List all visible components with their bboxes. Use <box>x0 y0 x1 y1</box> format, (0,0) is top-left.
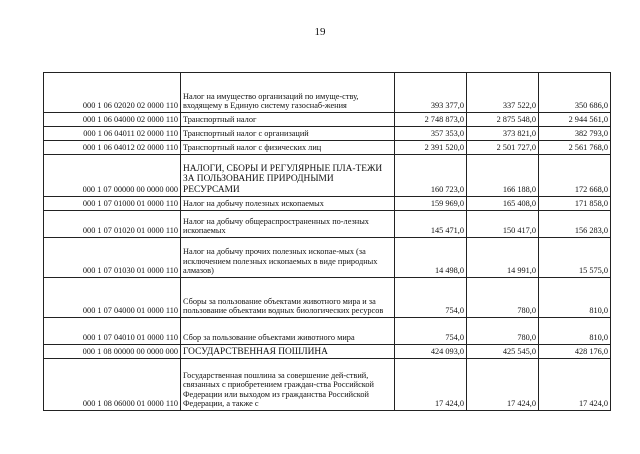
amount-year1-cell: 357 353,0 <box>395 127 467 141</box>
item-name-cell: Налог на добычу полезных ископаемых <box>181 197 395 211</box>
budget-code-cell: 000 1 07 01030 01 0000 110 <box>44 238 181 278</box>
item-name-cell: Сборы за пользование объектами животного мира и за пользование объектами водных биологических ресурсов <box>181 278 395 318</box>
amount-year3-cell: 382 793,0 <box>539 127 611 141</box>
amount-year1-cell: 754,0 <box>395 278 467 318</box>
budget-table-body <box>44 73 611 411</box>
budget-code-cell: 000 1 06 04000 02 0000 110 <box>44 113 181 127</box>
amount-year1-cell: 14 498,0 <box>395 238 467 278</box>
amount-year2-cell: 780,0 <box>467 278 539 318</box>
amount-year3-cell: 428 176,0 <box>539 345 611 359</box>
amount-year3-cell: 171 858,0 <box>539 197 611 211</box>
amount-year3-cell: 2 561 768,0 <box>539 141 611 155</box>
budget-code-cell: 000 1 06 02020 02 0000 110 <box>44 73 181 113</box>
section-name-cell: НАЛОГИ, СБОРЫ И РЕГУЛЯРНЫЕ ПЛА-ТЕЖИ ЗА ПОЛЬЗОВАНИЕ ПРИРОДНЫМИ РЕСУРСАМИ <box>181 155 395 197</box>
budget-revenue-table <box>43 72 611 411</box>
table-row <box>44 359 611 411</box>
amount-year2-cell: 150 417,0 <box>467 211 539 238</box>
budget-code-cell: 000 1 07 01000 01 0000 110 <box>44 197 181 211</box>
budget-code-cell: 000 1 07 04010 01 0000 110 <box>44 318 181 345</box>
amount-year1-cell: 17 424,0 <box>395 359 467 411</box>
amount-year2-cell: 373 821,0 <box>467 127 539 141</box>
table-row <box>44 73 611 113</box>
amount-year2-cell: 2 875 548,0 <box>467 113 539 127</box>
amount-year3-cell: 810,0 <box>539 278 611 318</box>
budget-code-cell: 000 1 06 04012 02 0000 110 <box>44 141 181 155</box>
table-row <box>44 141 611 155</box>
amount-year2-cell: 425 545,0 <box>467 345 539 359</box>
amount-year1-cell: 2 391 520,0 <box>395 141 467 155</box>
table-row <box>44 278 611 318</box>
table-row <box>44 238 611 278</box>
amount-year1-cell: 393 377,0 <box>395 73 467 113</box>
table-row <box>44 318 611 345</box>
item-name-cell: Транспортный налог с физических лиц <box>181 141 395 155</box>
page-number: 19 <box>314 26 326 38</box>
amount-year3-cell: 156 283,0 <box>539 211 611 238</box>
budget-code-cell: 000 1 06 04011 02 0000 110 <box>44 127 181 141</box>
table-row <box>44 155 611 197</box>
table-row <box>44 197 611 211</box>
table-row <box>44 113 611 127</box>
amount-year2-cell: 166 188,0 <box>467 155 539 197</box>
amount-year3-cell: 17 424,0 <box>539 359 611 411</box>
amount-year3-cell: 15 575,0 <box>539 238 611 278</box>
item-name-cell: Сбор за пользование объектами животного мира <box>181 318 395 345</box>
table-row <box>44 345 611 359</box>
table-row <box>44 127 611 141</box>
amount-year2-cell: 780,0 <box>467 318 539 345</box>
amount-year1-cell: 2 748 873,0 <box>395 113 467 127</box>
item-name-cell: Налог на имущество организаций по имуще-ству, входящему в Единую систему газоснаб-жения <box>181 73 395 113</box>
amount-year2-cell: 2 501 727,0 <box>467 141 539 155</box>
amount-year3-cell: 350 686,0 <box>539 73 611 113</box>
amount-year1-cell: 145 471,0 <box>395 211 467 238</box>
item-name-cell: Налог на добычу прочих полезных ископае-мых (за исключением полезных ископаемых в виде природных алмазов) <box>181 238 395 278</box>
amount-year3-cell: 172 668,0 <box>539 155 611 197</box>
budget-code-cell: 000 1 08 00000 00 0000 000 <box>44 345 181 359</box>
section-name-cell: ГОСУДАРСТВЕННАЯ ПОШЛИНА <box>181 345 395 359</box>
amount-year2-cell: 165 408,0 <box>467 197 539 211</box>
amount-year2-cell: 14 991,0 <box>467 238 539 278</box>
amount-year2-cell: 337 522,0 <box>467 73 539 113</box>
amount-year1-cell: 159 969,0 <box>395 197 467 211</box>
item-name-cell: Государственная пошлина за совершение дей-ствий, связанных с приобретением граждан-ства Российской Федерации или выходом из гражданства Российской Федерации, а также с <box>181 359 395 411</box>
item-name-cell: Транспортный налог с организаций <box>181 127 395 141</box>
amount-year2-cell: 17 424,0 <box>467 359 539 411</box>
item-name-cell: Налог на добычу общераспространенных по-лезных ископаемых <box>181 211 395 238</box>
amount-year3-cell: 810,0 <box>539 318 611 345</box>
budget-code-cell: 000 1 07 04000 01 0000 110 <box>44 278 181 318</box>
budget-code-cell: 000 1 07 01020 01 0000 110 <box>44 211 181 238</box>
table-row <box>44 211 611 238</box>
budget-code-cell: 000 1 07 00000 00 0000 000 <box>44 155 181 197</box>
amount-year3-cell: 2 944 561,0 <box>539 113 611 127</box>
amount-year1-cell: 754,0 <box>395 318 467 345</box>
budget-code-cell: 000 1 08 06000 01 0000 110 <box>44 359 181 411</box>
item-name-cell: Транспортный налог <box>181 113 395 127</box>
amount-year1-cell: 424 093,0 <box>395 345 467 359</box>
amount-year1-cell: 160 723,0 <box>395 155 467 197</box>
